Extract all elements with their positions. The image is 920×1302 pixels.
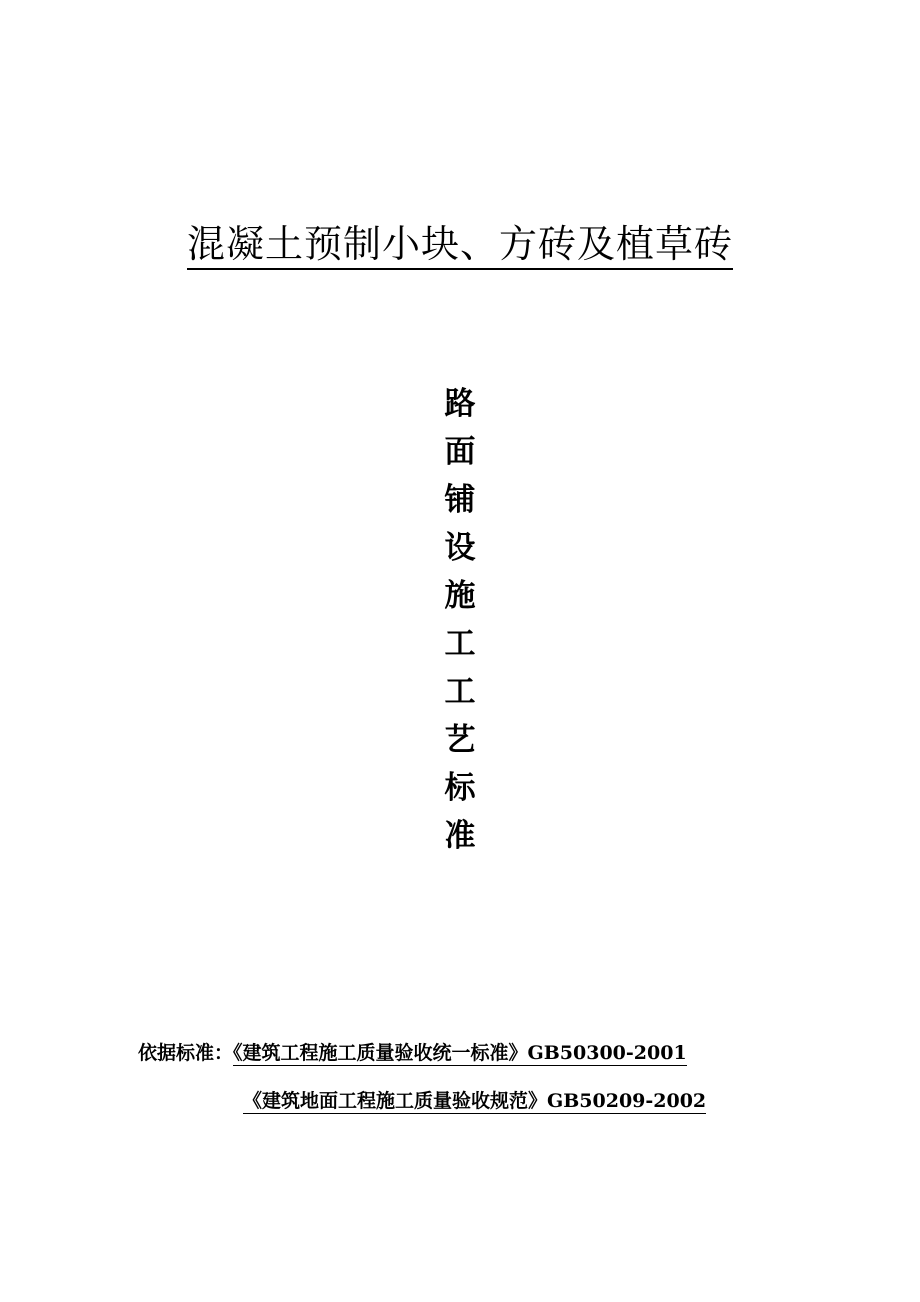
standard-gb50300: 《建筑工程施工质量验收统一标准》GB50300-2001 [233, 1042, 687, 1064]
subtitle-char: 铺 [444, 482, 476, 518]
subtitle-char: 工 [444, 674, 476, 710]
subtitle-char: 工 [444, 626, 476, 662]
subtitle-char: 面 [444, 434, 476, 470]
subtitle-char: 路 [444, 386, 476, 422]
standard-gb50209: 《建筑地面工程施工质量验收规范》GB50209-2002 [243, 1090, 707, 1112]
document-title [0, 218, 920, 270]
vertical-subtitle [440, 380, 480, 860]
document-title-text: 混凝土预制小块、方砖及植草砖 [187, 222, 733, 270]
subtitle-char: 设 [444, 530, 476, 566]
subtitle-char: 艺 [444, 722, 476, 758]
subtitle-char: 标 [444, 770, 476, 806]
subtitle-char: 施 [444, 578, 476, 614]
subtitle-char: 准 [444, 818, 476, 854]
basis-label: 依据标准： [138, 1042, 234, 1064]
basis-row-1 [138, 1038, 687, 1068]
basis-row-2 [243, 1086, 706, 1116]
